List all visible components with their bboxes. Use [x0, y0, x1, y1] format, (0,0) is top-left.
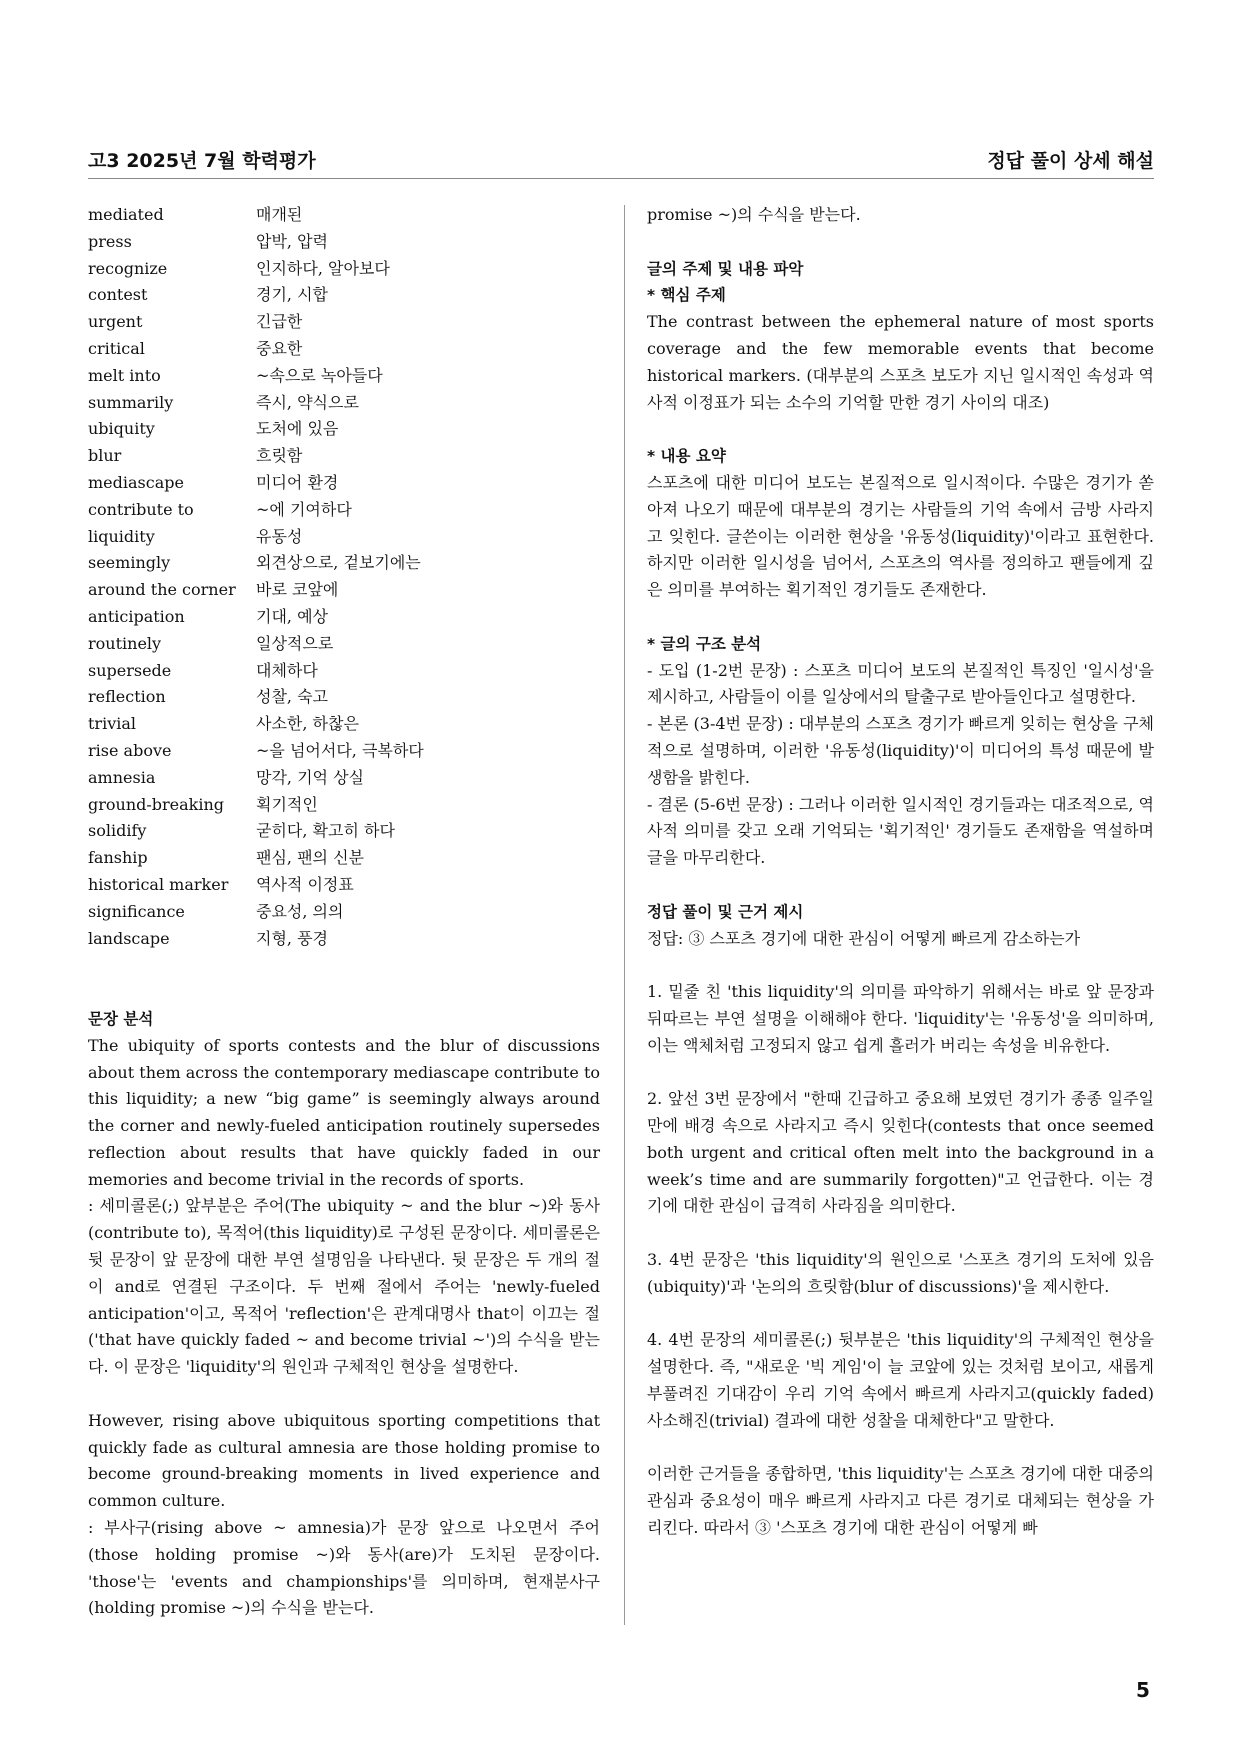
vocab-row: [88, 202, 600, 229]
vocab-english: ubiquity: [88, 419, 155, 439]
vocab-korean: 사소한, 하찮은: [256, 714, 359, 734]
vocab-english: mediascape: [88, 472, 184, 492]
vocab-row: [88, 738, 600, 765]
vocab-english: ground-breaking: [88, 794, 225, 814]
right-column: [647, 202, 1154, 1542]
vocab-english: amnesia: [88, 767, 156, 787]
core-theme-label: * 핵심 주제: [647, 286, 726, 305]
vocab-english: critical: [88, 338, 145, 358]
vocab-row: [88, 792, 600, 819]
vocab-korean: 역사적 이정표: [256, 874, 354, 894]
vocab-korean: 획기적인: [256, 794, 318, 814]
vocab-korean: ~속으로 녹아들다: [256, 365, 383, 385]
answer-line: 정답: ③ 스포츠 경기에 대한 관심이 어떻게 빠르게 감소하는가: [647, 928, 1081, 948]
vocab-row: [88, 443, 600, 470]
vocab-english: mediated: [88, 205, 164, 224]
vocab-row: [88, 390, 600, 417]
vocab-korean: 망각, 기억 상실: [256, 767, 364, 787]
vocab-row: [88, 229, 600, 256]
vocab-korean: 일상적으로: [256, 633, 334, 653]
answer-point-2: 2. 앞선 3번 문장에서 "한때 긴급하고 중요해 보였던 경기가 종종 일주일 만에 배경 속으로 사라지고 즉시 잊힌다(contests that once seemed both urgent and critical often melt into the background in a week’s time and are summarily forgotten)"고 언급한다. 이는 경기에 대한 관심이 급격히 사라짐을 의미한다.: [647, 1089, 1154, 1216]
core-theme-text: The contrast between the ephemeral nature of most sports coverage and the few memorable events that become historical markers. (대부분의 스포츠 보도가 지닌 일시적인 속성과 역사적 이정표가 되는 소수의 기억할 만한 경기 사이의 대조): [647, 312, 1154, 412]
vocab-row: [88, 497, 600, 524]
left-column: [88, 202, 600, 1622]
vocab-english: fanship: [88, 848, 148, 868]
vocab-korean: 도처에 있음: [256, 419, 339, 439]
vocab-korean: 흐릿함: [256, 446, 303, 466]
vocab-row: [88, 845, 600, 872]
vocab-row: [88, 336, 600, 363]
vocab-english: seemingly: [88, 553, 171, 573]
vocab-english: significance: [88, 901, 185, 921]
section-title: 정답 풀이 상세 해설: [987, 150, 1154, 172]
vocab-english: rise above: [88, 740, 172, 760]
vocab-row: [88, 470, 600, 497]
vocab-row: [88, 899, 600, 926]
sentence-2-analysis: : 부사구(rising above ~ amnesia)가 문장 앞으로 나오면서 주어(those holding promise ~)와 동사(are)가 도치된 문장이다. 'those'는 'events and championships'를 의미하며, 현재분사구(holding promise ~)의 수식을 받는다.: [88, 1518, 600, 1618]
vocab-korean: 대체하다: [256, 660, 318, 680]
column-divider: [624, 205, 625, 1625]
vocab-row: [88, 363, 600, 390]
vocab-english: urgent: [88, 312, 143, 332]
vocab-korean: 외견상으로, 겉보기에는: [256, 553, 421, 573]
vocab-english: routinely: [88, 633, 162, 653]
answer-point-4: 4. 4번 문장의 세미콜론(;) 뒷부분은 'this liquidity'의 구체적인 현상을 설명한다. 즉, "새로운 '빅 게임'이 늘 코앞에 있는 것처럼 보이고, 새롭게 부풀려진 기대감이 우리 기억 속에서 빠르게 사라지고(quickly faded) 사소해진(trivial) 결과에 대한 성찰을 대체한다"고 말한다.: [647, 1330, 1154, 1430]
vocab-korean: 바로 코앞에: [256, 580, 339, 600]
vocab-row: [88, 818, 600, 845]
theme-heading: 글의 주제 및 내용 파악: [647, 259, 804, 278]
vocab-korean: 긴급한: [256, 312, 303, 332]
vocab-row: [88, 550, 600, 577]
vocab-english: recognize: [88, 258, 168, 278]
page-header: [88, 142, 1154, 179]
vocab-korean: ~에 기여하다: [256, 499, 352, 519]
vocab-english: press: [88, 231, 132, 251]
vocab-row: [88, 577, 600, 604]
sentence-1-analysis: : 세미콜론(;) 앞부분은 주어(The ubiquity ~ and the blur ~)와 동사(contribute to), 목적어(this liquidity)로 구성된 문장이다. 세미콜론은 뒷 문장이 앞 문장에 대한 부연 설명임을 나타낸다. 뒷 문장은 두 개의 절이 and로 연결된 구조이다. 두 번째 절에서 주어는 'newly-fueled anticipation'이고, 목적어 'reflection'은 관계대명사 that이 이끄는 절('that have quickly faded ~ and become trivial ~')의 수식을 받는다. 이 문장은 'liquidity'의 원인과 구체적인 현상을 설명한다.: [88, 1196, 600, 1377]
vocab-english: summarily: [88, 392, 174, 412]
vocab-english: blur: [88, 446, 122, 466]
summary-text: 스포츠에 대한 미디어 보도는 본질적으로 일시적이다. 수많은 경기가 쏟아져 나오기 때문에 대부분의 경기는 사람들의 기억 속에서 금방 사라지고 잊힌다. 글쓴이는 이러한 현상을 '유동성(liquidity)'이라고 표현한다. 하지만 이러한 일시성을 넘어서, 스포츠의 역사를 정의하고 팬들에게 깊은 의미를 부여하는 획기적인 경기들도 존재한다.: [647, 472, 1154, 600]
vocab-row: [88, 256, 600, 283]
vocab-english: contribute to: [88, 499, 194, 519]
vocab-english: solidify: [88, 821, 147, 841]
vocab-korean: 즉시, 약식으로: [256, 392, 359, 412]
vocab-row: [88, 684, 600, 711]
vocab-korean: 미디어 환경: [256, 472, 339, 492]
vocab-korean: 중요한: [256, 338, 303, 358]
vocab-english: trivial: [88, 714, 137, 734]
vocab-korean: 성찰, 숙고: [256, 687, 328, 707]
vocab-row: [88, 711, 600, 738]
vocab-english: contest: [88, 285, 148, 305]
vocab-list: [88, 202, 600, 952]
vocab-korean: 기대, 예상: [256, 606, 328, 626]
vocab-english: reflection: [88, 687, 166, 707]
vocab-english: anticipation: [88, 606, 185, 626]
vocab-korean: 압박, 압력: [256, 231, 328, 251]
vocab-row: [88, 524, 600, 551]
vocab-english: melt into: [88, 365, 161, 385]
answer-heading: 정답 풀이 및 근거 제시: [647, 902, 804, 921]
answer-point-3: 3. 4번 문장은 'this liquidity'의 원인으로 '스포츠 경기의 도처에 있음(ubiquity)'과 '논의의 흐릿함(blur of discussions)'을 제시한다.: [647, 1250, 1154, 1296]
vocab-english: liquidity: [88, 526, 155, 546]
vocab-english: landscape: [88, 928, 170, 948]
vocab-english: supersede: [88, 660, 172, 680]
sentence-2-english: However, rising above ubiquitous sporting competitions that quickly fade as cultural amnesia are those holding promise to become ground-breaking moments in lived experience and common culture.: [88, 1410, 600, 1511]
vocab-row: [88, 631, 600, 658]
structure-body: - 본론 (3-4번 문장) : 대부분의 스포츠 경기가 빠르게 잊히는 현상을 구체적으로 설명하며, 이러한 '유동성(liquidity)'이 미디어의 특성 때문에 발생함을 밝힌다.: [647, 714, 1154, 787]
answer-point-1: 1. 밑줄 친 'this liquidity'의 의미를 파악하기 위해서는 바로 앞 문장과 뒤따르는 부연 설명을 이해해야 한다. 'liquidity'는 '유동성'을 의미하며, 이는 액체처럼 고정되지 않고 쉽게 흘러가 버리는 속성을 비유한다.: [647, 982, 1154, 1055]
structure-conclusion: - 결론 (5-6번 문장) : 그러나 이러한 일시적인 경기들과는 대조적으로, 역사적 의미를 갖고 오래 기억되는 '획기적인' 경기들도 존재함을 역설하며 글을 마무리한다.: [647, 794, 1154, 868]
page-number: 5: [1136, 1678, 1150, 1702]
vocab-row: [88, 765, 600, 792]
vocab-korean: 팬심, 팬의 신분: [256, 848, 364, 868]
exam-title: 고3 2025년 7월 학력평가: [88, 150, 316, 172]
vocab-row: [88, 658, 600, 685]
vocab-row: [88, 926, 600, 953]
vocab-korean: 매개된: [256, 205, 303, 224]
vocab-korean: 인지하다, 알아보다: [256, 258, 390, 278]
vocab-row: [88, 416, 600, 443]
vocab-english: around the corner: [88, 580, 236, 600]
vocab-korean: ~을 넘어서다, 극복하다: [256, 740, 424, 760]
vocab-korean: 유동성: [256, 526, 303, 546]
structure-label: * 글의 구조 분석: [647, 634, 762, 653]
vocab-row: [88, 872, 600, 899]
vocab-english: historical marker: [88, 874, 229, 894]
vocab-row: [88, 282, 600, 309]
vocab-korean: 굳히다, 확고히 하다: [256, 821, 395, 841]
vocab-row: [88, 309, 600, 336]
vocab-row: [88, 604, 600, 631]
continued-text: promise ~)의 수식을 받는다.: [647, 205, 861, 224]
sentence-analysis-heading: 문장 분석: [88, 1009, 154, 1028]
vocab-korean: 지형, 풍경: [256, 928, 328, 948]
answer-conclusion: 이러한 근거들을 종합하면, 'this liquidity'는 스포츠 경기에 대한 대중의 관심과 중요성이 매우 빠르게 사라지고 다른 경기로 대체되는 현상을 가리킨다. 따라서 ③ '스포츠 경기에 대한 관심이 어떻게 빠: [647, 1464, 1154, 1538]
vocab-korean: 경기, 시합: [256, 285, 328, 305]
summary-label: * 내용 요약: [647, 447, 726, 466]
vocab-korean: 중요성, 의의: [256, 901, 344, 921]
structure-intro: - 도입 (1-2번 문장) : 스포츠 미디어 보도의 본질적인 특징인 '일시성'을 제시하고, 사람들이 이를 일상에서의 탈출구로 받아들인다고 설명한다.: [647, 660, 1154, 707]
sentence-1-english: The ubiquity of sports contests and the blur of discussions about them across the contemporary mediascape contribute to this liquidity; a new “big game” is seemingly always around the corner and newly-fueled anticipation routinely supersedes reflection about results that have quickly faded in our memories and become trivial in the records of sports.: [88, 1035, 600, 1189]
